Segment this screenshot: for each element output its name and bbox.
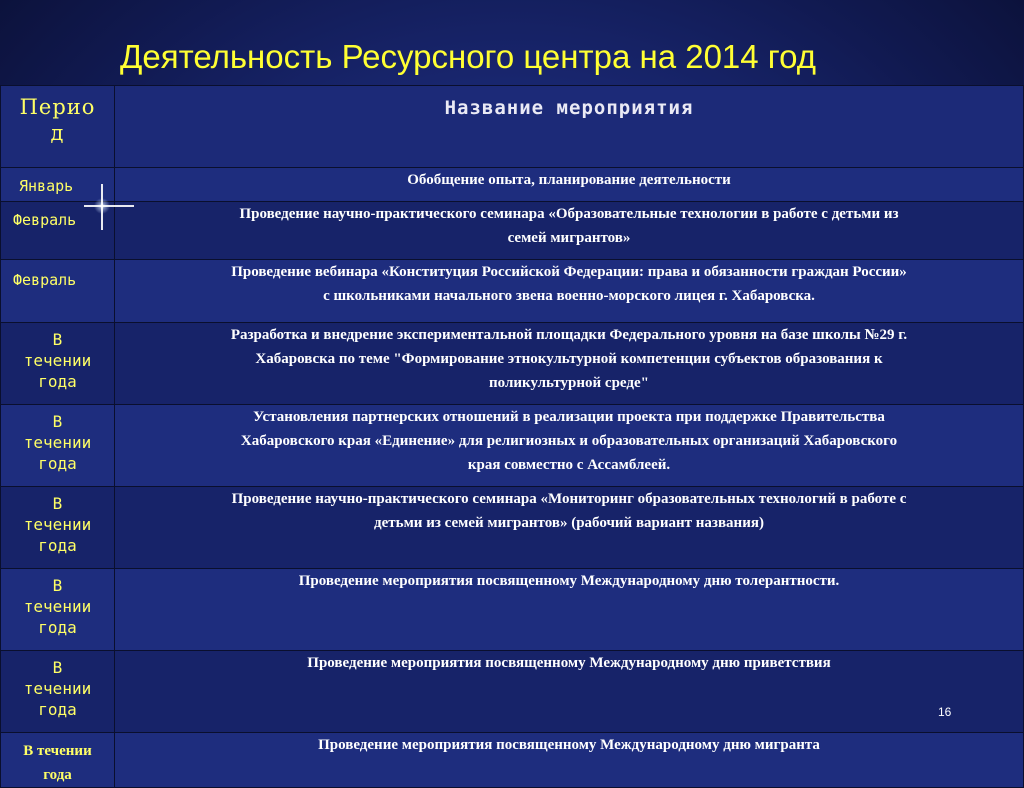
event-cell: Проведение вебинара «Конституция Российской Федерации: права и обязанности граждан России» с школьниками начального звена военно-морского лицея г. Хабаровска. [115,260,1024,323]
table-row [1,405,1024,487]
event-cell: Проведение мероприятия посвященному Международному дню толерантности. [115,569,1024,651]
table-row [1,202,1024,260]
event-cell: Проведение мероприятия посвященному Международному дню мигранта [115,733,1024,788]
event-cell: Проведение научно-практического семинара «Образовательные технологии в работе с детьми из семей мигрантов» [115,202,1024,260]
table-header-row [1,86,1024,168]
table-row [1,651,1024,733]
period-cell: Январь [1,168,115,202]
slide-title: Деятельность Ресурсного центра на 2014 год [120,38,816,75]
period-cell: Февраль [1,260,115,323]
table-row [1,323,1024,405]
period-cell: В течении года [1,323,115,405]
period-cell: Февраль [1,202,115,260]
event-cell: Проведение научно-практического семинара «Мониторинг образовательных технологий в работе с детьми из семей мигрантов» (рабочий вариант названия) [115,487,1024,569]
table-row [1,569,1024,651]
event-header: Название мероприятия [115,86,1024,168]
event-cell: Проведение мероприятия посвященному Международному дню приветствия [115,651,1024,733]
table-row [1,487,1024,569]
period-cell: В течении года [1,405,115,487]
period-cell: В течении года [1,487,115,569]
period-cell: В течении года [1,733,115,788]
period-cell: В течении года [1,651,115,733]
period-header: Перио д [1,86,115,168]
table-row [1,733,1024,788]
table-row [1,168,1024,202]
event-cell: Разработка и внедрение экспериментальной площадки Федерального уровня на базе школы №29 г. Хабаровска по теме "Формирование этнокультурной компетенции субъектов образования к поликультурной среде" [115,323,1024,405]
activities-table [0,85,1024,788]
event-cell: Обобщение опыта, планирование деятельности [115,168,1024,202]
event-cell: Установления партнерских отношений в реализации проекта при поддержке Правительства Хабаровского края «Единение» для религиозных и образовательных организаций Хабаровского края совместно с Ассамблеей. [115,405,1024,487]
page-number: 16 [938,705,952,719]
table-row [1,260,1024,323]
period-cell: В течении года [1,569,115,651]
